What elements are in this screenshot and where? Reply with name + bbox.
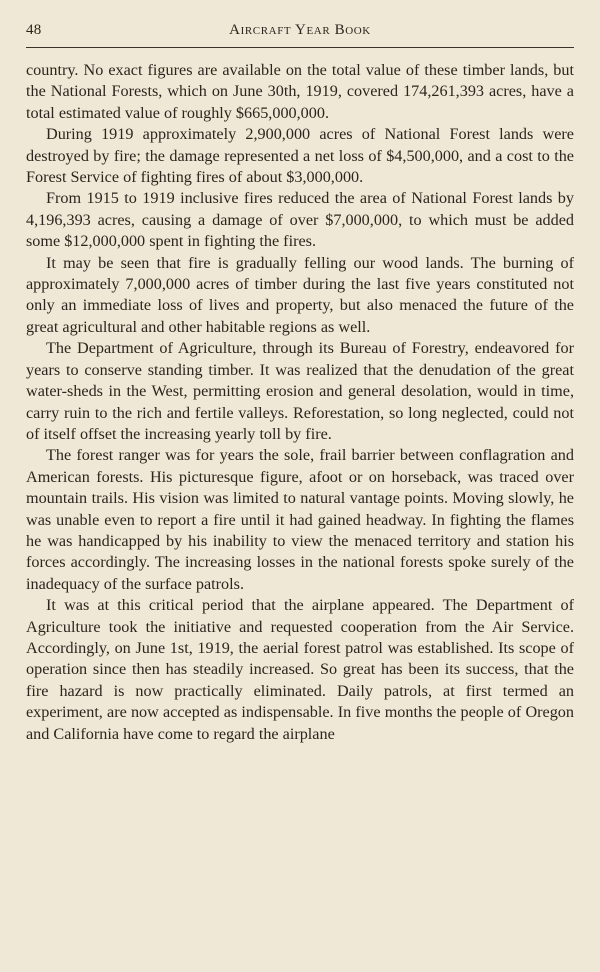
body-text [26,60,574,745]
paragraph-2: During 1919 approximately 2,900,000 acres of National Forest lands were destroyed by fire; the damage represented a net loss of $4,500,000, and a cost to the Forest Service of fighting fires of about $3,000,000. [26,125,574,187]
header-rule [26,47,574,48]
paragraph-5: The Department of Agriculture, through its Bureau of Forestry, endeavored for years to conserve standing timber. It was realized that the denudation of the great water-sheds in the West, permitting erosion and general desolation, would in time, carry ruin to the rich and fertile valleys. Reforestation, so long neglected, could not of itself offset the increasing yearly toll by fire. [26,339,574,443]
paragraph-1: country. No exact figures are available on the total value of these timber lands, but the National Forests, which on June 30th, 1919, covered 174,261,393 acres, have a total estimated value of roughly $665,000,000. [26,61,574,122]
running-title: Aircraft Year Book [229,22,371,38]
paragraph-6: The forest ranger was for years the sole, frail barrier between conflagration and American forests. His picturesque figure, afoot or on horseback, was traced over mountain trails. His vision was limited to natural vantage points. Moving slowly, he was unable even to report a fire until it had gained headway. In fighting the flames he was handicapped by his inability to view the menaced territory and station his forces accordingly. The increasing losses in the national forests spoke surely of the inadequacy of the surface patrols. [26,446,574,593]
paragraph-7: It was at this critical period that the airplane appeared. The Department of Agriculture took the initiative and requested cooperation from the Air Service. Accordingly, on June 1st, 1919, the aerial forest patrol was established. Its scope of operation since then has steadily increased. So great has been its success, that the fire hazard is now practically eliminated. Daily patrols, at first termed an experiment, are now accepted as indispensable. In five months the people of Oregon and California have come to regard the airplane [26,596,574,743]
paragraph-3: From 1915 to 1919 inclusive fires reduced the area of National Forest lands by 4,196,393 acres, causing a damage of over $7,000,000, to which must be added some $12,000,000 spent in fighting the fires. [26,189,574,251]
page-header [26,22,574,46]
page-number: 48 [26,22,42,38]
paragraph-4: It may be seen that fire is gradually felling our wood lands. The burning of approximately 7,000,000 acres of timber during the last five years constituted not only an immediate loss of lives and property, but also menaced the future of the great agricultural and other habitable regions as well. [26,253,574,336]
